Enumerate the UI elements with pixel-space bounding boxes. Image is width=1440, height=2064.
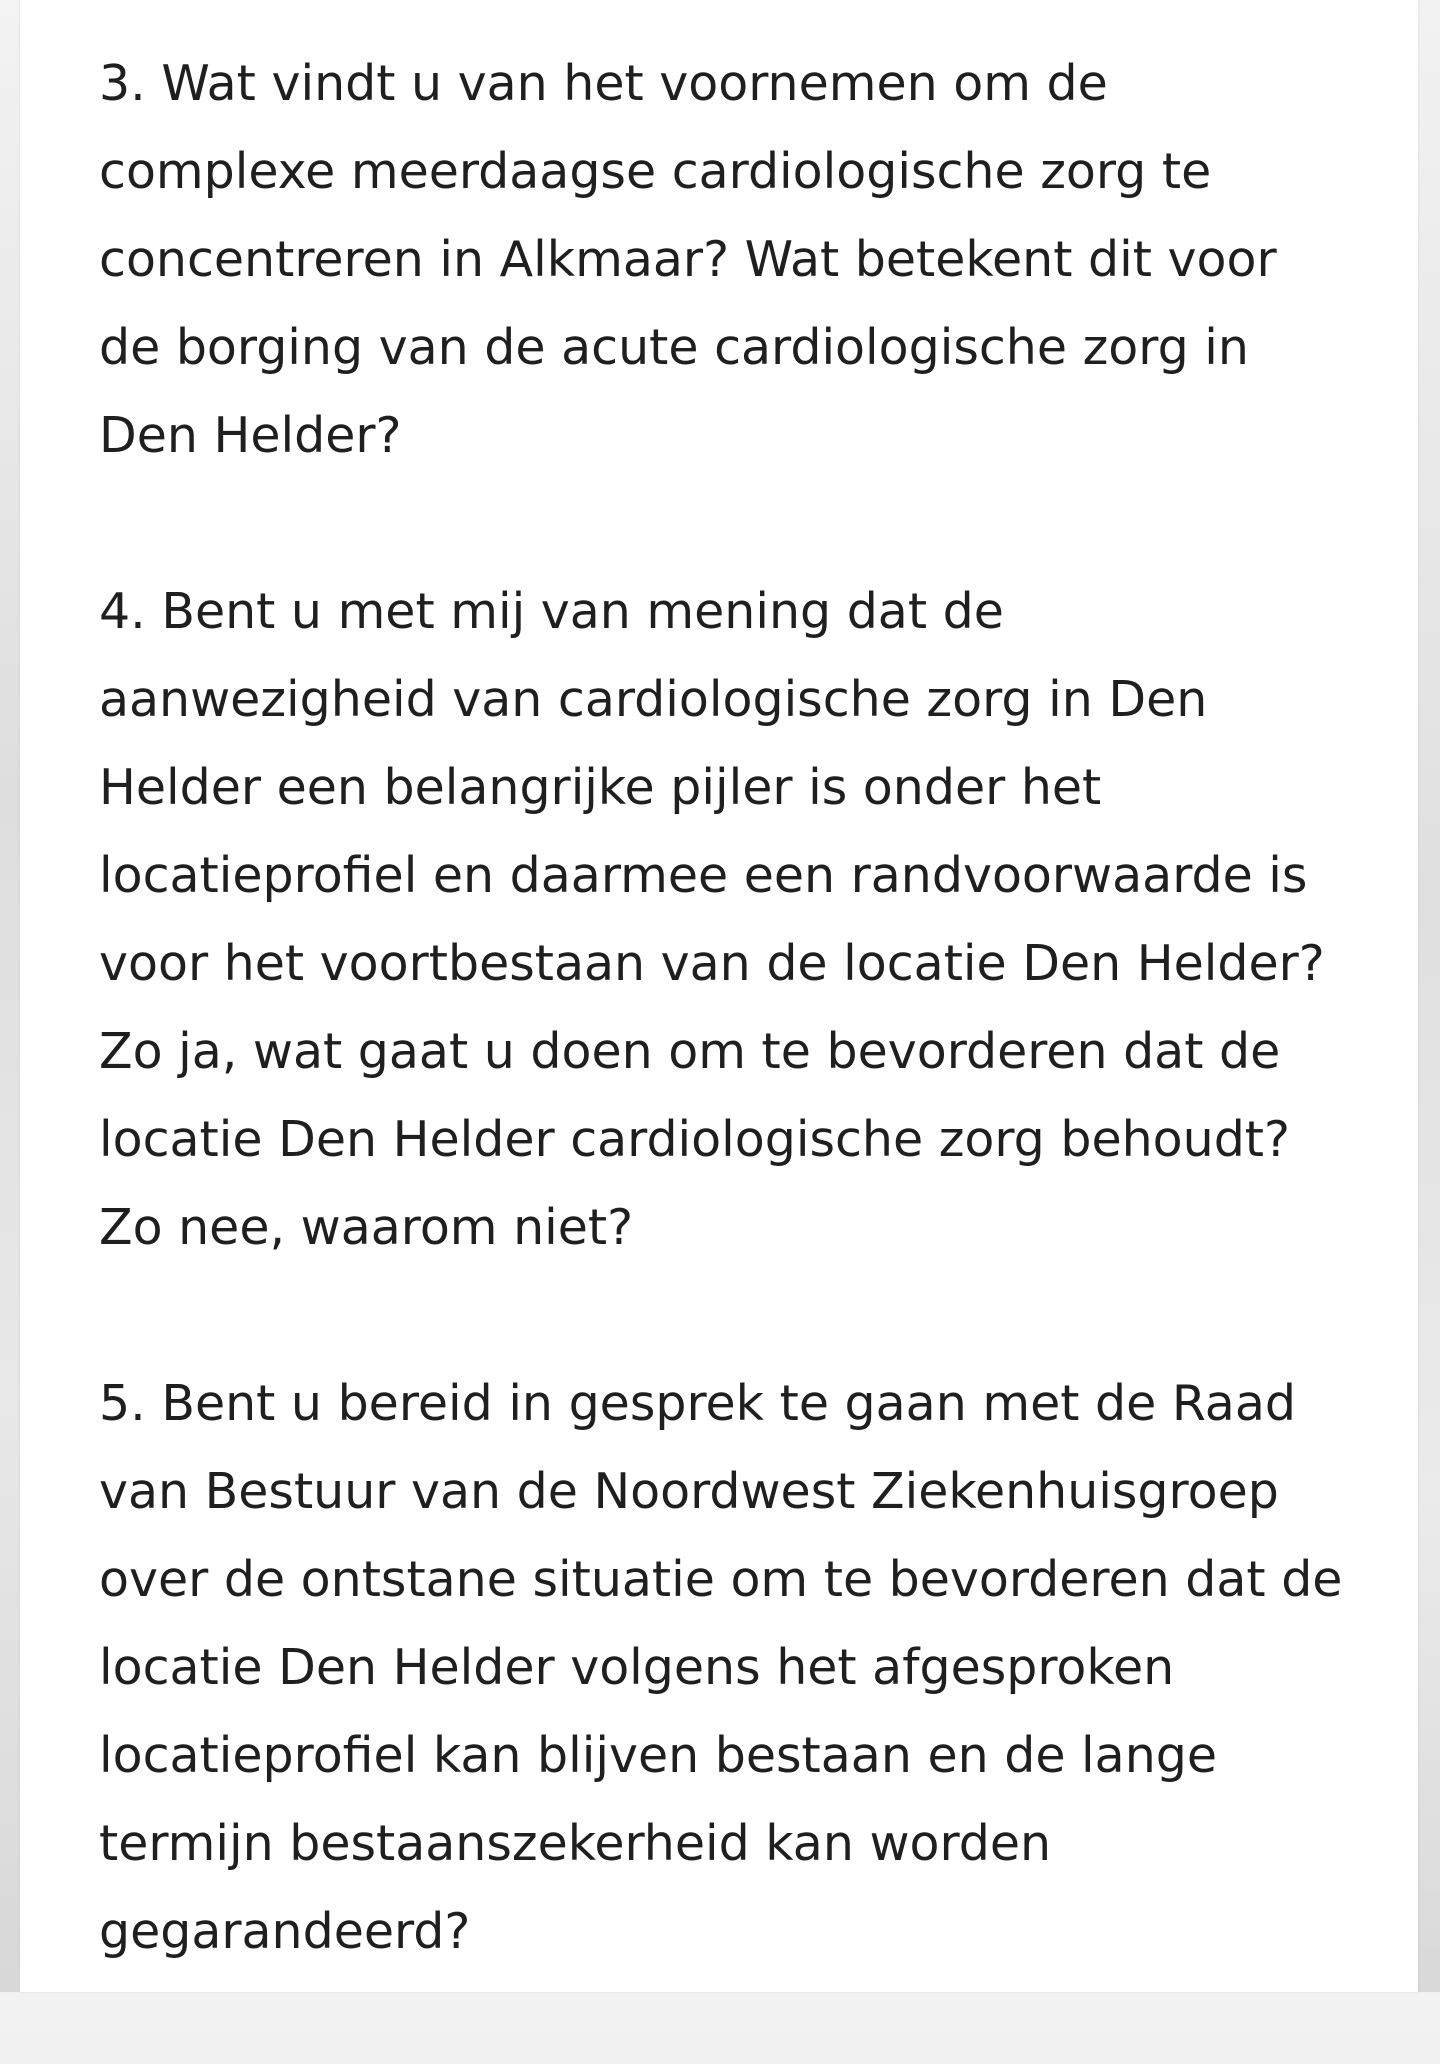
question-line: 5. Bent u bereid in gesprek te gaan met de Raad <box>99 1375 1296 1432</box>
question-line: locatie Den Helder volgens het afgesproken <box>99 1639 1175 1696</box>
question-4 <box>99 568 1389 1272</box>
question-line: concentreren in Alkmaar? Wat betekent dit voor <box>99 231 1277 288</box>
question-line: Helder een belangrijke pijler is onder het <box>99 759 1102 816</box>
question-line: van Bestuur van de Noordwest Ziekenhuisgroep <box>99 1463 1279 1520</box>
question-line: aanwezigheid van cardiologische zorg in Den <box>99 671 1208 728</box>
question-line: 3. Wat vindt u van het voornemen om de <box>99 55 1108 112</box>
question-line: Den Helder? <box>99 407 402 464</box>
document-text <box>99 40 1389 2064</box>
background-left-edge <box>0 0 20 1992</box>
document-page <box>20 0 1418 1992</box>
question-line: locatieprofiel kan blijven bestaan en de lange <box>99 1727 1218 1784</box>
question-3 <box>99 40 1389 480</box>
question-line: 4. Bent u met mij van mening dat de <box>99 583 1004 640</box>
question-line: voor het voortbestaan van de locatie Den Helder? <box>99 935 1325 992</box>
question-line: Zo nee, waarom niet? <box>99 1199 634 1256</box>
question-line: de borging van de acute cardiologische zorg in <box>99 319 1249 376</box>
question-line: locatie Den Helder cardiologische zorg behoudt? <box>99 1111 1291 1168</box>
question-line: termijn bestaanszekerheid kan worden <box>99 1815 1052 1872</box>
question-line: complexe meerdaagse cardiologische zorg te <box>99 143 1212 200</box>
question-line: Zo ja, wat gaat u doen om te bevorderen dat de <box>99 1023 1281 1080</box>
background-right-edge <box>1418 0 1440 1992</box>
question-line: gegarandeerd? <box>99 1903 471 1960</box>
question-line: locatieprofiel en daarmee een randvoorwaarde is <box>99 847 1308 904</box>
question-line: over de ontstane situatie om te bevorderen dat de <box>99 1551 1343 1608</box>
question-5 <box>99 1360 1389 1976</box>
